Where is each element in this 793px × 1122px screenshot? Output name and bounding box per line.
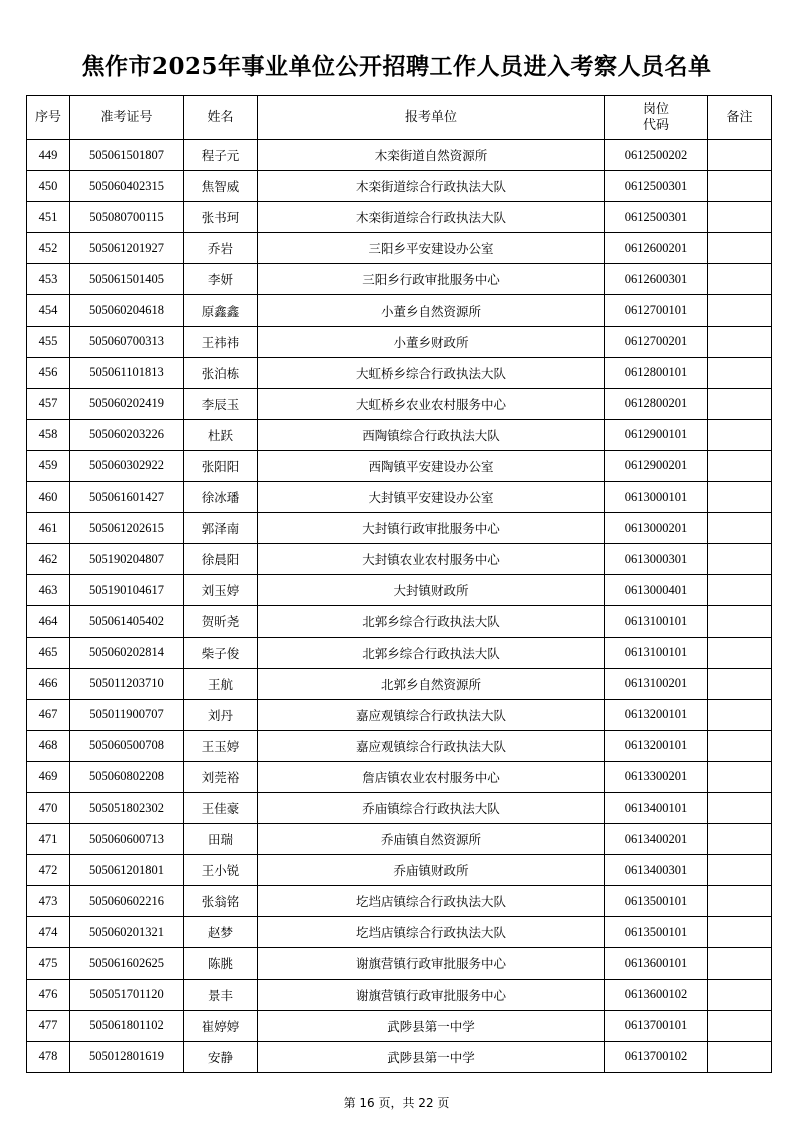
cell-exam-no: 505061601427: [70, 482, 184, 513]
cell-position-code: 0612600301: [605, 264, 708, 295]
header-unit: 报考单位: [258, 96, 605, 140]
cell-remark: [708, 233, 772, 264]
table-row: [27, 730, 772, 761]
cell-name: 原鑫鑫: [184, 295, 258, 326]
cell-seq: 457: [27, 388, 70, 419]
cell-unit: 乔庙镇财政所: [258, 855, 605, 886]
table-row: [27, 140, 772, 171]
table-row: [27, 544, 772, 575]
cell-name: 徐晨阳: [184, 544, 258, 575]
cell-name: 柴子俊: [184, 637, 258, 668]
cell-exam-no: 505011203710: [70, 668, 184, 699]
cell-unit: 圪垱店镇综合行政执法大队: [258, 917, 605, 948]
cell-seq: 465: [27, 637, 70, 668]
cell-exam-no: 505060600713: [70, 824, 184, 855]
cell-position-code: 0613000101: [605, 482, 708, 513]
cell-unit: 大封镇农业农村服务中心: [258, 544, 605, 575]
table-row: [27, 171, 772, 202]
cell-remark: [708, 295, 772, 326]
cell-seq: 458: [27, 419, 70, 450]
cell-remark: [708, 1010, 772, 1041]
table-row: [27, 295, 772, 326]
cell-remark: [708, 419, 772, 450]
cell-remark: [708, 824, 772, 855]
cell-exam-no: 505061101813: [70, 357, 184, 388]
cell-name: 景丰: [184, 979, 258, 1010]
cell-seq: 469: [27, 761, 70, 792]
cell-name: 程子元: [184, 140, 258, 171]
table-row: [27, 917, 772, 948]
document-title: 焦作市2025年事业单位公开招聘工作人员进入考察人员名单: [81, 53, 712, 80]
cell-remark: [708, 668, 772, 699]
cell-unit: 北郭乡综合行政执法大队: [258, 637, 605, 668]
header-position-code-line1: 岗位: [642, 101, 669, 117]
candidate-table: [26, 95, 772, 1073]
cell-seq: 456: [27, 357, 70, 388]
table-row: [27, 202, 772, 233]
cell-name: 张书珂: [184, 202, 258, 233]
cell-exam-no: 505061602625: [70, 948, 184, 979]
cell-position-code: 0613200101: [605, 730, 708, 761]
cell-name: 郭泽南: [184, 513, 258, 544]
cell-seq: 453: [27, 264, 70, 295]
cell-position-code: 0612500202: [605, 140, 708, 171]
cell-position-code: 0613300201: [605, 761, 708, 792]
cell-remark: [708, 544, 772, 575]
cell-seq: 459: [27, 450, 70, 481]
table-row: [27, 326, 772, 357]
cell-unit: 大封镇平安建设办公室: [258, 482, 605, 513]
cell-position-code: 0613200101: [605, 699, 708, 730]
cell-exam-no: 505061501405: [70, 264, 184, 295]
cell-exam-no: 505080700115: [70, 202, 184, 233]
cell-position-code: 0613500101: [605, 886, 708, 917]
cell-seq: 450: [27, 171, 70, 202]
cell-seq: 478: [27, 1041, 70, 1072]
table-row: [27, 419, 772, 450]
cell-remark: [708, 388, 772, 419]
cell-unit: 北郭乡自然资源所: [258, 668, 605, 699]
cell-remark: [708, 575, 772, 606]
cell-name: 张阳阳: [184, 450, 258, 481]
cell-exam-no: 505060202419: [70, 388, 184, 419]
cell-seq: 449: [27, 140, 70, 171]
cell-position-code: 0613400301: [605, 855, 708, 886]
table-row: [27, 668, 772, 699]
table-row: [27, 792, 772, 823]
table-row: [27, 761, 772, 792]
cell-seq: 477: [27, 1010, 70, 1041]
table-row: [27, 606, 772, 637]
header-exam-no: 准考证号: [70, 96, 184, 140]
cell-exam-no: 505060802208: [70, 761, 184, 792]
cell-name: 刘玉婷: [184, 575, 258, 606]
cell-position-code: 0613600101: [605, 948, 708, 979]
cell-name: 徐冰璠: [184, 482, 258, 513]
cell-exam-no: 505061201801: [70, 855, 184, 886]
cell-remark: [708, 855, 772, 886]
cell-exam-no: 505011900707: [70, 699, 184, 730]
cell-position-code: 0613500101: [605, 917, 708, 948]
cell-position-code: 0613400101: [605, 792, 708, 823]
cell-unit: 谢旗营镇行政审批服务中心: [258, 948, 605, 979]
cell-exam-no: 505012801619: [70, 1041, 184, 1072]
cell-remark: [708, 761, 772, 792]
cell-name: 李妍: [184, 264, 258, 295]
cell-remark: [708, 264, 772, 295]
cell-exam-no: 505061202615: [70, 513, 184, 544]
cell-unit: 木栾街道综合行政执法大队: [258, 202, 605, 233]
cell-seq: 474: [27, 917, 70, 948]
cell-position-code: 0612500301: [605, 202, 708, 233]
header-position-code-line2: 代码: [642, 117, 669, 133]
cell-position-code: 0613000401: [605, 575, 708, 606]
cell-seq: 455: [27, 326, 70, 357]
cell-exam-no: 505060203226: [70, 419, 184, 450]
cell-unit: 詹店镇农业农村服务中心: [258, 761, 605, 792]
cell-unit: 谢旗营镇行政审批服务中心: [258, 979, 605, 1010]
cell-exam-no: 505060204618: [70, 295, 184, 326]
cell-name: 张泊栋: [184, 357, 258, 388]
cell-unit: 武陟县第一中学: [258, 1041, 605, 1072]
cell-remark: [708, 917, 772, 948]
cell-seq: 462: [27, 544, 70, 575]
header-remark: 备注: [708, 96, 772, 140]
cell-position-code: 0612700201: [605, 326, 708, 357]
table-row: [27, 637, 772, 668]
cell-remark: [708, 1041, 772, 1072]
cell-unit: 武陟县第一中学: [258, 1010, 605, 1041]
cell-seq: 461: [27, 513, 70, 544]
cell-position-code: 0613000301: [605, 544, 708, 575]
cell-name: 王祎祎: [184, 326, 258, 357]
cell-name: 田瑞: [184, 824, 258, 855]
table-row: [27, 699, 772, 730]
cell-name: 安静: [184, 1041, 258, 1072]
cell-unit: 小董乡财政所: [258, 326, 605, 357]
cell-seq: 466: [27, 668, 70, 699]
cell-unit: 西陶镇平安建设办公室: [258, 450, 605, 481]
cell-name: 刘莞裕: [184, 761, 258, 792]
table-row: [27, 979, 772, 1010]
cell-position-code: 0613600102: [605, 979, 708, 1010]
cell-name: 李辰玉: [184, 388, 258, 419]
header-position-code: [605, 96, 708, 140]
cell-seq: 471: [27, 824, 70, 855]
cell-position-code: 0612800101: [605, 357, 708, 388]
cell-name: 王玉婷: [184, 730, 258, 761]
cell-position-code: 0612700101: [605, 295, 708, 326]
cell-unit: 三阳乡平安建设办公室: [258, 233, 605, 264]
cell-unit: 大虹桥乡农业农村服务中心: [258, 388, 605, 419]
cell-remark: [708, 979, 772, 1010]
cell-exam-no: 505051802302: [70, 792, 184, 823]
cell-exam-no: 505190204807: [70, 544, 184, 575]
cell-remark: [708, 482, 772, 513]
cell-unit: 大封镇行政审批服务中心: [258, 513, 605, 544]
table-row: [27, 233, 772, 264]
cell-seq: 472: [27, 855, 70, 886]
cell-seq: 475: [27, 948, 70, 979]
cell-seq: 464: [27, 606, 70, 637]
cell-name: 王佳豪: [184, 792, 258, 823]
cell-unit: 乔庙镇综合行政执法大队: [258, 792, 605, 823]
table-row: [27, 388, 772, 419]
cell-seq: 470: [27, 792, 70, 823]
cell-remark: [708, 699, 772, 730]
cell-remark: [708, 202, 772, 233]
cell-seq: 463: [27, 575, 70, 606]
cell-exam-no: 505060201321: [70, 917, 184, 948]
cell-name: 杜跃: [184, 419, 258, 450]
page-footer: 第 16 页，共 22 页: [343, 1096, 450, 1110]
cell-remark: [708, 171, 772, 202]
cell-name: 崔婷婷: [184, 1010, 258, 1041]
cell-unit: 嘉应观镇综合行政执法大队: [258, 730, 605, 761]
table-row: [27, 1010, 772, 1041]
cell-seq: 451: [27, 202, 70, 233]
cell-position-code: 0613100201: [605, 668, 708, 699]
cell-unit: 三阳乡行政审批服务中心: [258, 264, 605, 295]
cell-unit: 木栾街道自然资源所: [258, 140, 605, 171]
cell-position-code: 0612900101: [605, 419, 708, 450]
cell-unit: 小董乡自然资源所: [258, 295, 605, 326]
cell-exam-no: 505060202814: [70, 637, 184, 668]
cell-remark: [708, 606, 772, 637]
table-row: [27, 264, 772, 295]
cell-exam-no: 505060302922: [70, 450, 184, 481]
cell-position-code: 0612500301: [605, 171, 708, 202]
cell-remark: [708, 357, 772, 388]
cell-unit: 大虹桥乡综合行政执法大队: [258, 357, 605, 388]
cell-seq: 452: [27, 233, 70, 264]
cell-remark: [708, 886, 772, 917]
cell-position-code: 0613100101: [605, 606, 708, 637]
cell-name: 赵梦: [184, 917, 258, 948]
cell-position-code: 0613700102: [605, 1041, 708, 1072]
cell-unit: 木栾街道综合行政执法大队: [258, 171, 605, 202]
cell-position-code: 0612900201: [605, 450, 708, 481]
cell-position-code: 0613400201: [605, 824, 708, 855]
cell-unit: 圪垱店镇综合行政执法大队: [258, 886, 605, 917]
cell-exam-no: 505061405402: [70, 606, 184, 637]
table-row: [27, 450, 772, 481]
table-row: [27, 886, 772, 917]
cell-position-code: 0612800201: [605, 388, 708, 419]
header-name: 姓名: [184, 96, 258, 140]
cell-name: 贺昕尧: [184, 606, 258, 637]
cell-exam-no: 505061801102: [70, 1010, 184, 1041]
cell-name: 王航: [184, 668, 258, 699]
cell-remark: [708, 513, 772, 544]
table-row: [27, 824, 772, 855]
header-seq: 序号: [27, 96, 70, 140]
cell-exam-no: 505061501807: [70, 140, 184, 171]
cell-seq: 454: [27, 295, 70, 326]
cell-exam-no: 505060500708: [70, 730, 184, 761]
table-row: [27, 855, 772, 886]
cell-name: 陈朓: [184, 948, 258, 979]
cell-remark: [708, 450, 772, 481]
cell-remark: [708, 792, 772, 823]
table-row: [27, 513, 772, 544]
cell-remark: [708, 730, 772, 761]
cell-exam-no: 505190104617: [70, 575, 184, 606]
cell-seq: 460: [27, 482, 70, 513]
cell-unit: 北郭乡综合行政执法大队: [258, 606, 605, 637]
cell-exam-no: 505060402315: [70, 171, 184, 202]
table-row: [27, 948, 772, 979]
cell-seq: 473: [27, 886, 70, 917]
cell-remark: [708, 948, 772, 979]
cell-position-code: 0613100101: [605, 637, 708, 668]
cell-remark: [708, 326, 772, 357]
cell-exam-no: 505060700313: [70, 326, 184, 357]
cell-unit: 西陶镇综合行政执法大队: [258, 419, 605, 450]
cell-seq: 476: [27, 979, 70, 1010]
cell-remark: [708, 637, 772, 668]
cell-name: 焦智威: [184, 171, 258, 202]
cell-exam-no: 505061201927: [70, 233, 184, 264]
cell-position-code: 0613000201: [605, 513, 708, 544]
cell-position-code: 0613700101: [605, 1010, 708, 1041]
table-row: [27, 357, 772, 388]
cell-exam-no: 505051701120: [70, 979, 184, 1010]
cell-name: 张翁铭: [184, 886, 258, 917]
cell-unit: 大封镇财政所: [258, 575, 605, 606]
cell-remark: [708, 140, 772, 171]
cell-seq: 468: [27, 730, 70, 761]
table-row: [27, 575, 772, 606]
cell-name: 刘丹: [184, 699, 258, 730]
table-row: [27, 1041, 772, 1072]
table-header-row: [27, 96, 772, 140]
cell-exam-no: 505060602216: [70, 886, 184, 917]
cell-position-code: 0612600201: [605, 233, 708, 264]
cell-name: 乔岩: [184, 233, 258, 264]
cell-seq: 467: [27, 699, 70, 730]
table-row: [27, 482, 772, 513]
cell-name: 王小锐: [184, 855, 258, 886]
cell-unit: 嘉应观镇综合行政执法大队: [258, 699, 605, 730]
cell-unit: 乔庙镇自然资源所: [258, 824, 605, 855]
